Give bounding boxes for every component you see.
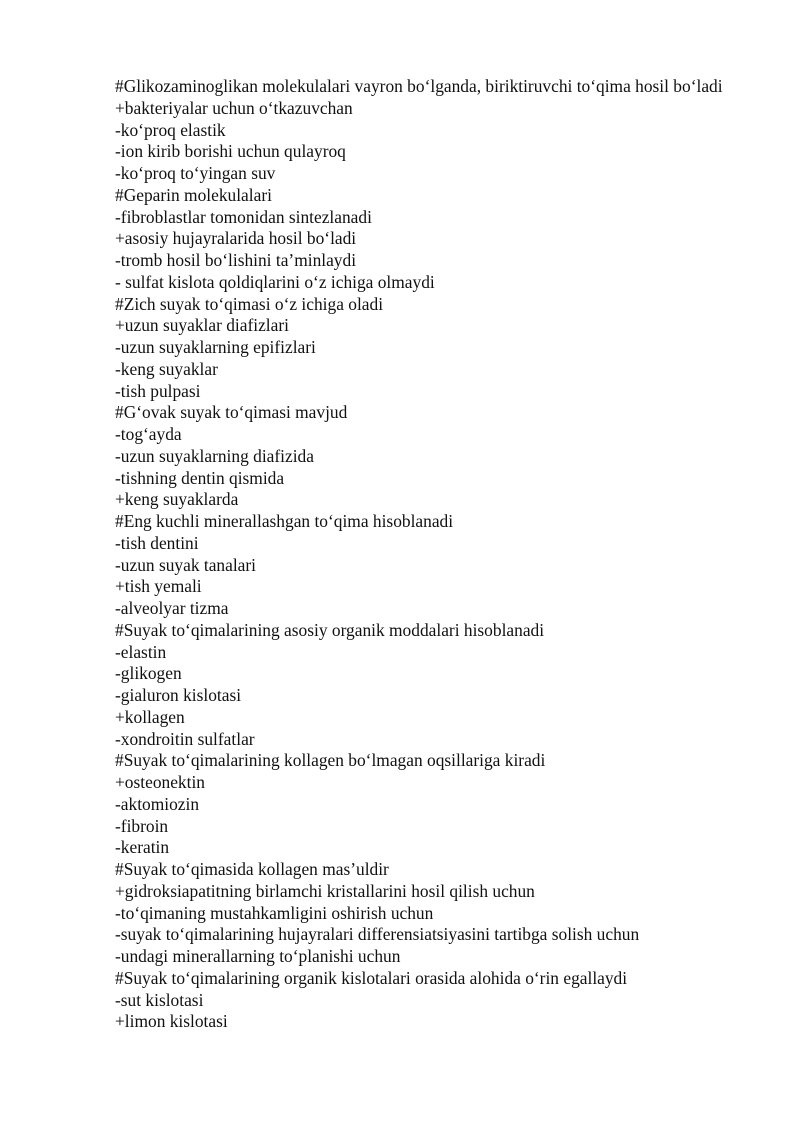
question-line: #Glikozaminoglikan molekulalari vayron bo‘lganda, biriktiruvchi to‘qima hosil bo‘ladi bbox=[115, 76, 723, 96]
answer-line: -to‘qimaning mustahkamligini oshirish uchun bbox=[115, 902, 434, 923]
answer-line: -ion kirib borishi uchun qulayroq bbox=[115, 141, 346, 162]
answer-line: -fibroin bbox=[115, 815, 169, 836]
answer-line: -ko‘proq to‘yingan suv bbox=[115, 163, 276, 183]
answer-line: -alveolyar tizma bbox=[115, 598, 229, 618]
answer-line: - sulfat kislota qoldiqlarini o‘z ichiga olmaydi bbox=[115, 271, 435, 292]
question-line: #Zich suyak to‘qimasi o‘z ichiga oladi bbox=[115, 293, 384, 314]
correct-answer-line: +limon kislotasi bbox=[115, 1011, 228, 1032]
correct-answer-line: +kollagen bbox=[115, 706, 185, 727]
question-line: #G‘ovak suyak to‘qimasi mavjud bbox=[115, 402, 348, 423]
correct-answer-line: +osteonektin bbox=[115, 772, 205, 792]
correct-answer-line: +gidroksiapatitning birlamchi kristallarini hosil qilish uchun bbox=[115, 880, 535, 901]
question-line: #Eng kuchli minerallashgan to‘qima hisoblanadi bbox=[115, 511, 454, 531]
answer-line: -tishning dentin qismida bbox=[115, 467, 285, 488]
answer-line: -uzun suyak tanalari bbox=[115, 554, 257, 575]
answer-line: -undagi minerallarning to‘planishi uchun bbox=[115, 946, 401, 966]
correct-answer-line: +uzun suyaklar diafizlari bbox=[115, 315, 289, 336]
answer-line: -aktomiozin bbox=[115, 793, 200, 814]
answer-line: -uzun suyaklarning diafizida bbox=[115, 445, 314, 466]
answer-line: -uzun suyaklarning epifizlari bbox=[115, 337, 316, 357]
question-line: #Suyak to‘qimalarining asosiy organik moddalari hisoblanadi bbox=[115, 619, 545, 640]
answer-line: -keng suyaklar bbox=[115, 358, 218, 379]
answer-line: -fibroblastlar tomonidan sintezlanadi bbox=[115, 206, 372, 227]
answer-line: -ko‘proq elastik bbox=[115, 119, 226, 140]
answer-line: -glikogen bbox=[115, 663, 182, 684]
answer-line: -keratin bbox=[115, 837, 170, 858]
question-line: #Suyak to‘qimalarining organik kislotalari orasida alohida o‘rin egallaydi bbox=[115, 967, 628, 988]
answer-line: -suyak to‘qimalarining hujayralari differensiatsiyasini tartibga solish uchun bbox=[115, 924, 640, 945]
answer-line: -tromb hosil bo‘lishini ta’minlaydi bbox=[115, 250, 357, 270]
document-body bbox=[115, 76, 725, 1033]
answer-line: -gialuron kislotasi bbox=[115, 685, 242, 705]
answer-line: -sut kislotasi bbox=[115, 989, 204, 1010]
correct-answer-line: +asosiy hujayralarida hosil bo‘ladi bbox=[115, 228, 357, 249]
answer-line: -xondroitin sulfatlar bbox=[115, 728, 255, 749]
question-line: #Suyak to‘qimalarining kollagen bo‘lmagan oqsillariga kiradi bbox=[115, 750, 546, 771]
correct-answer-line: +bakteriyalar uchun o‘tkazuvchan bbox=[115, 97, 353, 118]
question-line: #Suyak to‘qimasida kollagen mas’uldir bbox=[115, 859, 389, 879]
answer-line: -tish dentini bbox=[115, 532, 199, 553]
correct-answer-line: +tish yemali bbox=[115, 576, 202, 597]
correct-answer-line: +keng suyaklarda bbox=[115, 489, 239, 510]
answer-line: -tish pulpasi bbox=[115, 380, 201, 401]
answer-line: -tog‘ayda bbox=[115, 424, 182, 444]
answer-line: -elastin bbox=[115, 641, 167, 662]
question-line: #Geparin molekulalari bbox=[115, 184, 272, 205]
